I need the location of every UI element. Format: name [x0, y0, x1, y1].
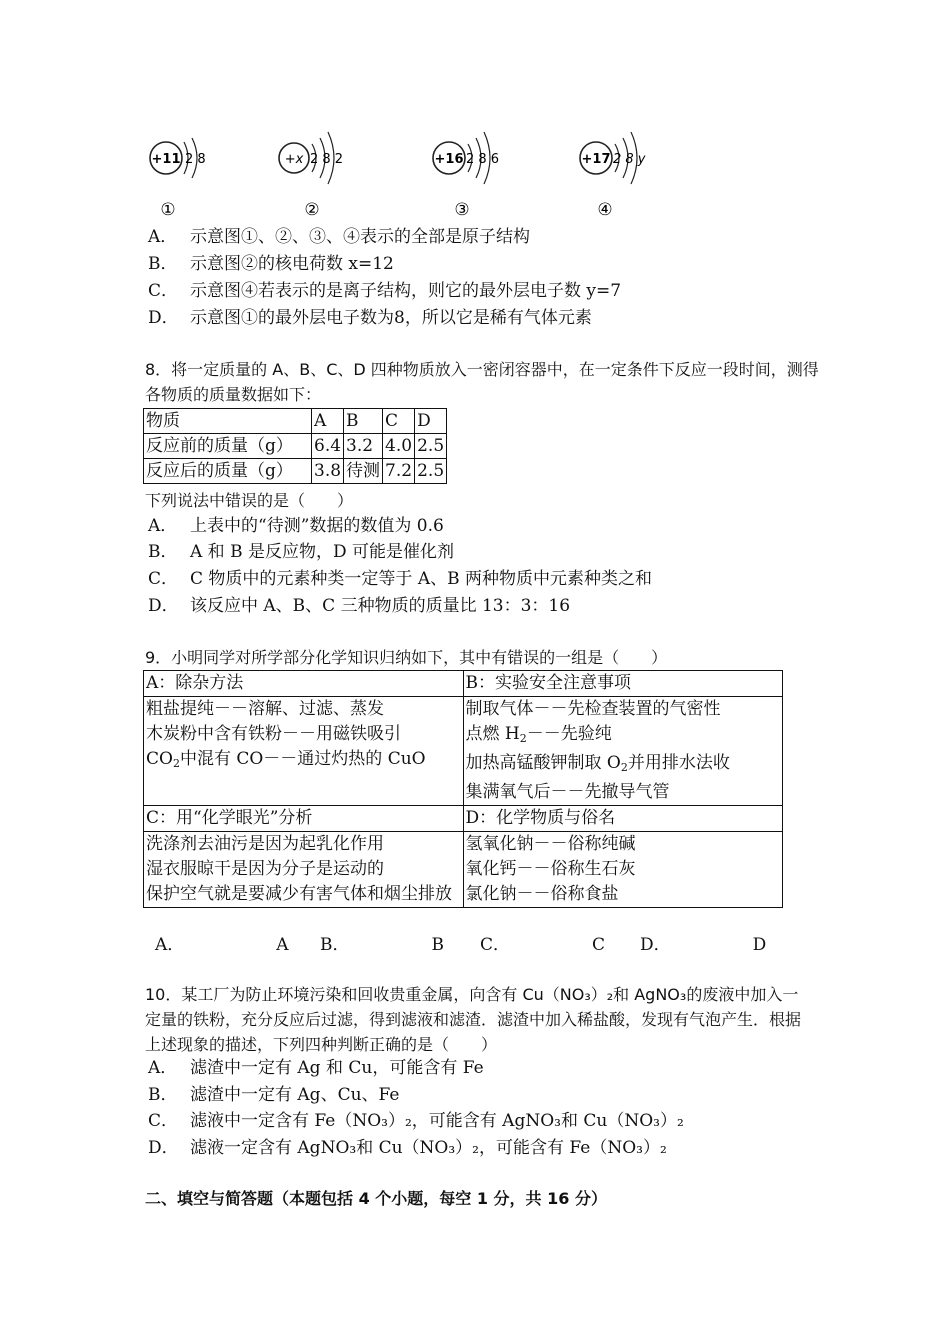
q9-answer-b: B． B	[320, 935, 444, 955]
q7-option-b	[148, 253, 394, 275]
b-line: 制取气体－－先检查装置的气密性	[465, 699, 721, 719]
q10-stem-line-1: 10．某工厂为防止环境污染和回收贵重金属，向含有 Cu（NO₃）₂和 AgNO₃的废液中加入一	[145, 985, 799, 1004]
cell-c-body	[144, 832, 464, 908]
q9-answer-a: A． A	[155, 935, 289, 955]
c-line: 湿衣服晾干是因为分子是运动的	[146, 859, 384, 879]
option-key: B．	[148, 542, 178, 562]
cell-a-body	[144, 697, 464, 806]
q8-stem	[145, 357, 825, 407]
electron-shells: 2 8 2	[310, 152, 344, 167]
electron-shells: 2 8	[185, 152, 206, 167]
table-cell: 待测	[344, 459, 383, 484]
c-line: 洗涤剂去油污是因为起乳化作用	[146, 834, 384, 854]
table-row	[144, 697, 783, 806]
atom-diagram-4	[580, 132, 646, 220]
table-cell: 3.8	[312, 459, 344, 484]
q8-stem-line-1: 8．将一定质量的 A、B、C、D 四种物质放入一密闭容器中，在一定条件下反应一段时间，测得	[145, 360, 819, 379]
option-key: C．	[148, 1111, 179, 1131]
q7-option-c	[148, 280, 621, 302]
table-cell: 反应后的质量（g）	[144, 459, 312, 484]
nucleus-charge: +11	[151, 152, 181, 167]
table-header-cell: C	[383, 409, 415, 434]
q10-option-a	[148, 1057, 484, 1079]
b-line: 集满氧气后－－先撤导气管	[465, 782, 670, 802]
b-line: 点燃 $H_2--$先验纯	[465, 724, 612, 745]
c-line: 保护空气就是要减少有害气体和烟尘排放	[146, 884, 452, 904]
section-heading: 二、填空与简答题（本题包括 4 个小题，每空 1 分，共 16 分）	[145, 1189, 607, 1208]
q10-stem-line-2: 定量的铁粉，充分反应后过滤，得到滤液和滤渣．滤渣中加入稀盐酸，发现有气泡产生．根据	[145, 1010, 802, 1029]
cell-b-head: B：实验安全注意事项	[463, 671, 783, 697]
table-cell: 6.4	[312, 434, 344, 459]
cell-b-body	[463, 697, 783, 806]
q10-option-b	[148, 1084, 399, 1106]
option-text: 滤液一定含有 AgNO₃和 Cu（NO₃）₂，可能含有 Fe（NO₃）₂	[190, 1138, 667, 1158]
q7-option-d	[148, 307, 592, 329]
option-text: 示意图①的最外层电子数为8，所以它是稀有气体元素	[190, 308, 592, 328]
option-key: B．	[148, 254, 178, 274]
q9-knowledge-table	[143, 670, 783, 908]
a-line: $CO_2$中混有 CO－－通过灼热的 CuO	[146, 749, 426, 770]
option-text: 上表中的“待测”数据的数值为 0.6	[190, 516, 444, 536]
option-text: 示意图①、②、③、④表示的全部是原子结构	[190, 227, 530, 247]
option-text: 示意图②的核电荷数 x=12	[190, 254, 394, 274]
atom-diagram-1	[150, 138, 206, 220]
table-cell: 4.0	[383, 434, 415, 459]
option-key: A．	[148, 1058, 178, 1078]
table-row	[144, 671, 783, 697]
cell-a-head: A：除杂方法	[144, 671, 464, 697]
nucleus-charge: +16	[434, 152, 464, 167]
option-text: C 物质中的元素种类一定等于 A、B 两种物质中元素种类之和	[190, 569, 652, 589]
option-key: B．	[148, 1085, 178, 1105]
option-text: A 和 B 是反应物，D 可能是催化剂	[190, 542, 455, 562]
table-row	[144, 832, 783, 908]
a-line: 粗盐提纯－－溶解、过滤、蒸发	[146, 699, 384, 719]
d-line: 氢氧化钠－－俗称纯碱	[465, 834, 636, 854]
option-key: C．	[148, 569, 179, 589]
nucleus-charge: +17	[581, 152, 611, 167]
d-line: 氯化钠－－俗称食盐	[465, 884, 619, 904]
atom-diagram-3	[433, 132, 499, 220]
table-row	[144, 434, 447, 459]
option-key: D．	[148, 308, 179, 328]
diagram-label: ④	[597, 200, 613, 220]
q8-question: 下列说法中错误的是（ ）	[145, 491, 354, 510]
cell-d-head: D：化学物质与俗名	[463, 806, 783, 832]
option-text: 滤渣中一定有 Ag 和 Cu，可能含有 Fe	[190, 1058, 484, 1078]
diagram-label: ①	[160, 200, 176, 220]
q9-stem: 9．小明同学对所学部分化学知识归纳如下，其中有错误的一组是（ ）	[145, 648, 668, 667]
a-line: 木炭粉中含有铁粉－－用磁铁吸引	[146, 724, 401, 744]
option-text: 示意图④若表示的是离子结构，则它的最外层电子数 y=7	[190, 281, 622, 301]
table-header-cell: A	[312, 409, 344, 434]
q10-option-c	[148, 1110, 684, 1132]
q9-answer-d: D． D	[640, 935, 767, 955]
table-header-cell: D	[415, 409, 447, 434]
table-cell: 2.5	[415, 459, 447, 484]
q8-option-d	[148, 595, 570, 617]
electron-shells: 2 8 6	[466, 152, 500, 167]
q8-mass-table	[143, 408, 447, 484]
option-key: D．	[148, 596, 179, 616]
cell-d-body	[463, 832, 783, 908]
q8-option-c	[148, 568, 652, 590]
d-line: 氧化钙－－俗称生石灰	[465, 859, 636, 879]
q10-stem	[145, 982, 825, 1057]
option-text: 滤液中一定含有 Fe（NO₃）₂，可能含有 AgNO₃和 Cu（NO₃）₂	[190, 1111, 684, 1131]
q8-stem-line-2: 各物质的质量数据如下：	[145, 385, 322, 404]
table-cell: 7.2	[383, 459, 415, 484]
option-key: D．	[148, 1138, 179, 1158]
option-key: A．	[148, 227, 178, 247]
table-cell: 3.2	[344, 434, 383, 459]
diagram-label: ③	[454, 200, 470, 220]
table-row	[144, 806, 783, 832]
atom-diagrams	[140, 120, 680, 225]
q10-option-d	[148, 1137, 667, 1159]
q9-answer-c: C． C	[480, 935, 606, 955]
option-text: 该反应中 A、B、C 三种物质的质量比 13：3：16	[190, 596, 571, 616]
q7-option-a	[148, 226, 530, 248]
cell-c-head: C：用“化学眼光”分析	[144, 806, 464, 832]
option-text: 滤渣中一定有 Ag、Cu、Fe	[190, 1085, 400, 1105]
q8-option-b	[148, 541, 454, 563]
option-key: A．	[148, 516, 178, 536]
table-row	[144, 459, 447, 484]
option-key: C．	[148, 281, 179, 301]
q10-stem-line-3: 上述现象的描述，下列四种判断正确的是（ ）	[145, 1035, 498, 1054]
table-header-cell: B	[344, 409, 383, 434]
q8-option-a	[148, 515, 444, 537]
diagram-label: ②	[304, 200, 320, 220]
table-cell: 反应前的质量（g）	[144, 434, 312, 459]
table-header-row	[144, 409, 447, 434]
table-header-cell: 物质	[144, 409, 312, 434]
b-line: 加热高锰酸钾制取 $O_2$并用排水法收	[465, 753, 730, 774]
table-cell: 2.5	[415, 434, 447, 459]
nucleus-charge: +x	[284, 152, 304, 167]
electron-shells: 2 8 y	[613, 152, 646, 167]
atom-diagram-2	[279, 132, 343, 220]
